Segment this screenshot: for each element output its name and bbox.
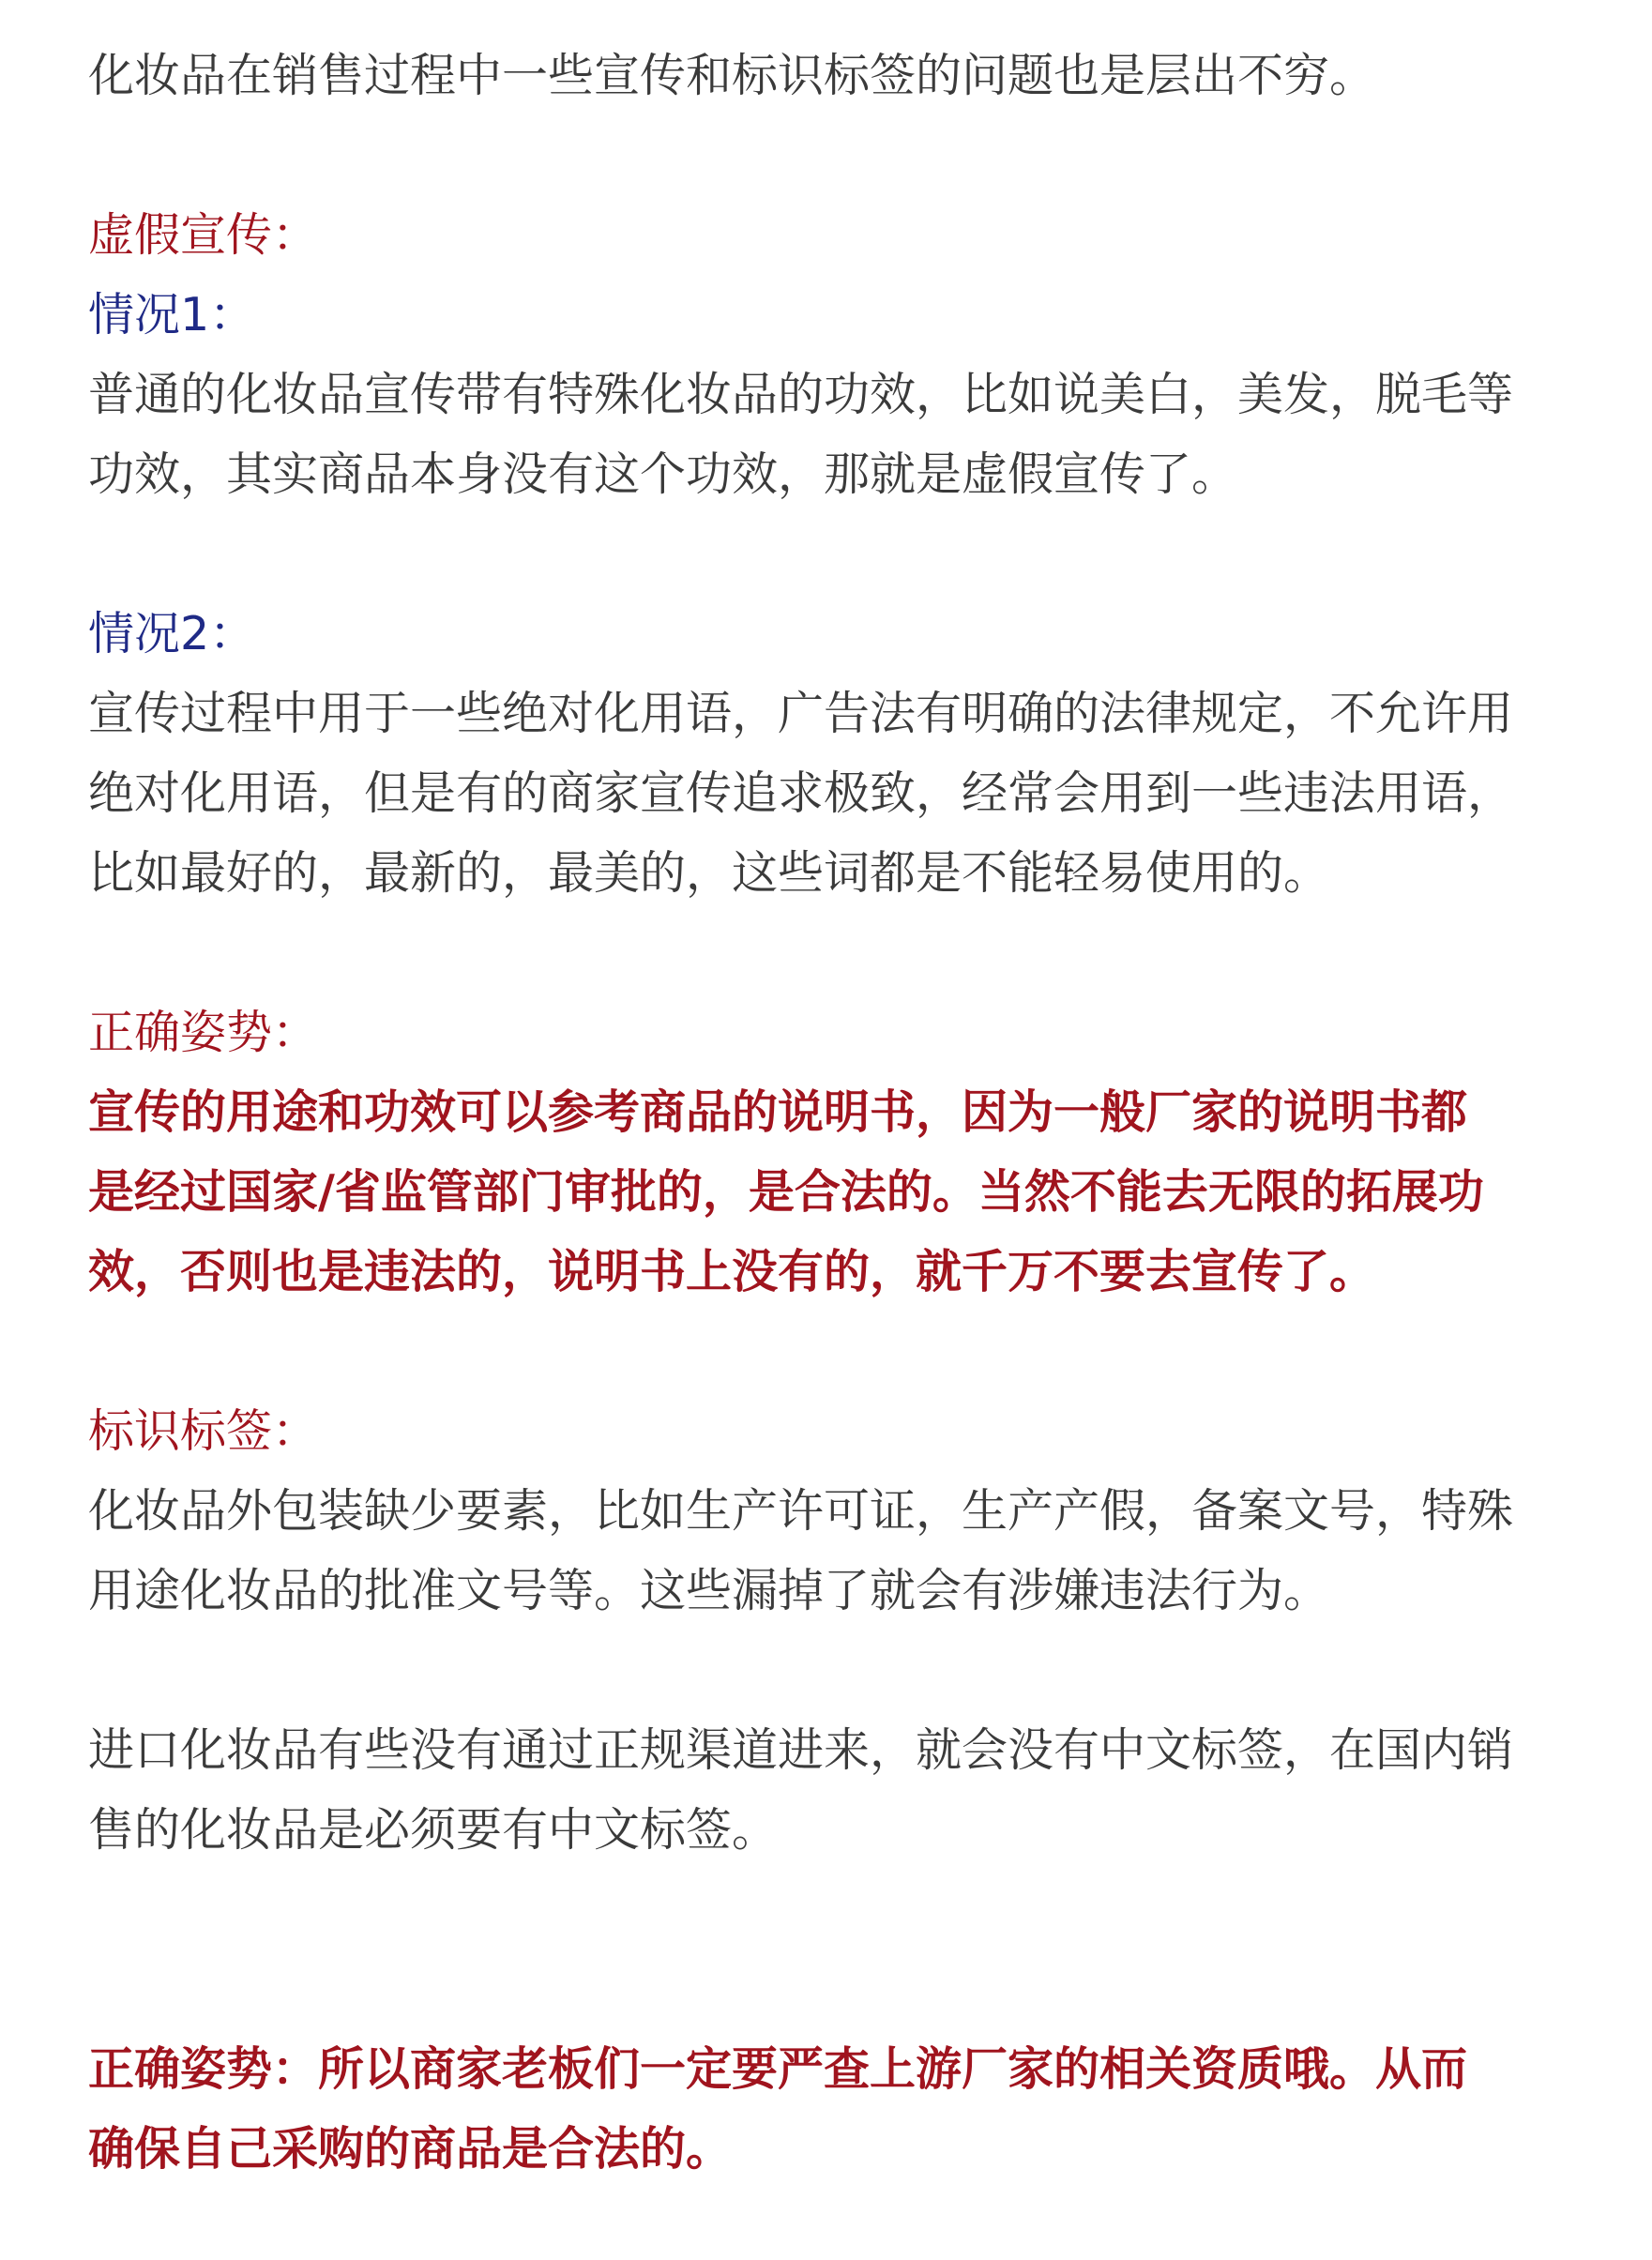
false-ad-heading: 虚假宣传：: [88, 208, 319, 262]
correct-method-line: 宣传的用途和功效可以参考商品的说明书，因为一般厂家的说明书都: [88, 1085, 1468, 1139]
article-body: [88, 36, 1570, 2189]
label-correct-line: 正确姿势：所以商家老板们一定要严查上游厂家的相关资质哦。从而: [88, 2042, 1468, 2096]
label-para2-line: 进口化妆品有些没有通过正规渠道进来，就会没有中文标签，在国内销: [88, 1723, 1514, 1777]
case2-line: 绝对化用语，但是有的商家宣传追求极致，经常会用到一些违法用语，: [88, 766, 1514, 820]
correct-method-line: 效，否则也是违法的，说明书上没有的，就千万不要去宣传了。: [88, 1245, 1376, 1298]
case2-heading: 情况2：: [88, 607, 256, 660]
case1-line: 普通的化妆品宣传带有特殊化妆品的功效，比如说美白，美发，脱毛等: [88, 368, 1514, 421]
label-heading: 标识标签：: [88, 1404, 319, 1458]
intro-paragraph: 化妆品在销售过程中一些宣传和标识标签的问题也是层出不穷。: [88, 49, 1376, 102]
label-correct-line: 确保自己采购的商品是合法的。: [88, 2122, 733, 2176]
label-para1-line: 用途化妆品的批准文号等。这些漏掉了就会有涉嫌违法行为。: [88, 1564, 1330, 1617]
label-para1-line: 化妆品外包装缺少要素，比如生产许可证，生产产假，备案文号，特殊: [88, 1484, 1514, 1538]
case2-line: 宣传过程中用于一些绝对化用语，广告法有明确的法律规定，不允许用: [88, 687, 1514, 740]
case2-line: 比如最好的，最新的，最美的，这些词都是不能轻易使用的。: [88, 846, 1330, 900]
case1-line: 功效，其实商品本身没有这个功效，那就是虚假宣传了。: [88, 447, 1238, 501]
case1-heading: 情况1：: [88, 288, 256, 341]
label-para2-line: 售的化妆品是必须要有中文标签。: [88, 1803, 779, 1857]
correct-method-heading: 正确姿势：: [88, 1006, 319, 1059]
correct-method-line: 是经过国家/省监管部门审批的，是合法的。当然不能去无限的拓展功: [88, 1165, 1484, 1219]
